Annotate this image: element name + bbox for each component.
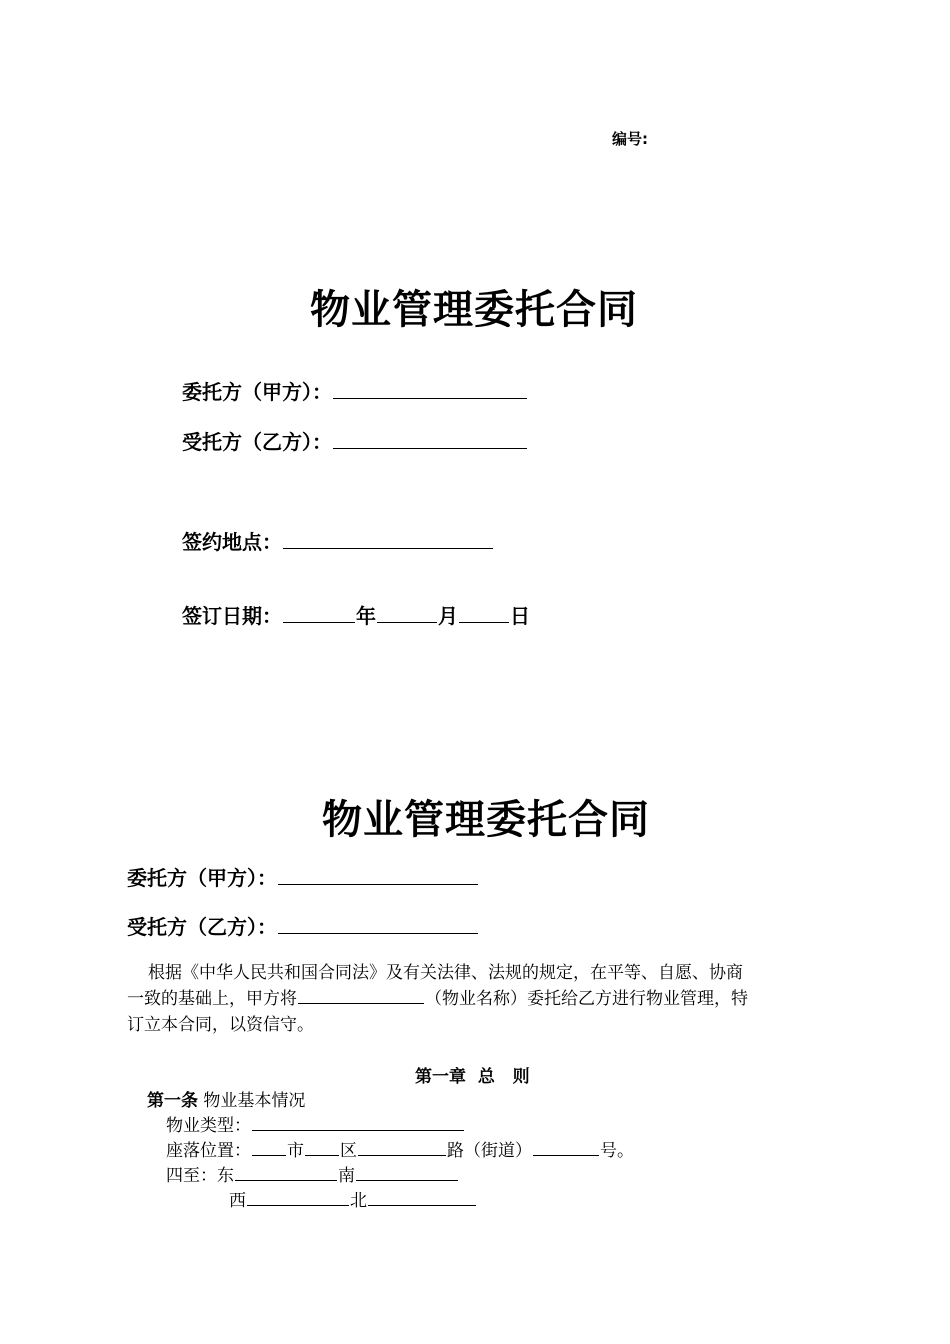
contract-party-a-row [127,862,479,891]
boundary-north-label: 北 [350,1191,367,1211]
boundary-west-label: 西 [229,1191,246,1211]
cover-date-month-blank[interactable] [377,602,437,623]
cover-party-b-blank[interactable] [333,428,527,449]
location-number-blank[interactable] [533,1138,599,1156]
preamble-line-1: 根据《中华人民共和国合同法》及有关法律、法规的规定，在平等、自愿、协商 [148,963,743,983]
property-type-label: 物业类型： [166,1116,251,1136]
cover-party-b-label: 受托方（乙方）： [182,430,332,454]
contract-party-b-row [127,911,479,940]
chapter-title: 第一章 总 则 [415,1067,530,1087]
boundary-east-blank[interactable] [235,1163,337,1181]
property-type-blank[interactable] [252,1113,464,1131]
contract-party-a-blank[interactable] [278,864,478,885]
document-number-label: 编号: [612,130,648,148]
contract-party-b-label: 受托方（乙方）： [127,915,277,939]
cover-title: 物业管理委托合同 [310,287,638,333]
location-district: 区 [340,1141,357,1161]
cover-party-a-label: 委托方（甲方）： [182,380,332,404]
location-road: 路（街道） [447,1141,532,1161]
preamble-line-2-end: （物业名称）委托给乙方进行物业管理，特 [425,989,748,1009]
boundary-east-label: 四至：东 [166,1166,234,1186]
cover-date-month: 月 [438,604,458,628]
cover-date-year: 年 [356,604,376,628]
location-label: 座落位置： [166,1141,251,1161]
contract-party-b-blank[interactable] [278,913,478,934]
cover-date-year-blank[interactable] [283,602,355,623]
cover-party-b-row [182,426,528,455]
location-city-blank[interactable] [252,1138,286,1156]
location-number: 号。 [600,1141,634,1161]
cover-place-blank[interactable] [283,528,493,549]
property-name-blank[interactable] [298,986,424,1004]
location-district-blank[interactable] [305,1138,339,1156]
article-1-title: 物业基本情况 [198,1091,306,1111]
boundary-south-blank[interactable] [356,1163,458,1181]
article-1-heading [147,1086,305,1111]
property-type-row [166,1111,465,1136]
location-city: 市 [287,1141,304,1161]
contract-title: 物业管理委托合同 [322,797,650,843]
boundary-row-2 [229,1186,477,1211]
boundary-south-label: 南 [338,1166,355,1186]
cover-party-a-blank[interactable] [333,378,527,399]
preamble-line-2 [127,986,748,1012]
cover-date-day-blank[interactable] [459,602,509,623]
cover-date-day: 日 [510,604,530,628]
location-road-blank[interactable] [358,1138,446,1156]
article-1-label: 第一条 [147,1091,198,1111]
location-row [166,1136,634,1161]
cover-place-row [182,526,494,555]
preamble-line-3: 订立本合同，以资信守。 [127,1015,314,1035]
boundary-row-1 [166,1161,459,1186]
preamble-line-2-start: 一致的基础上，甲方将 [127,989,297,1009]
contract-party-a-label: 委托方（甲方）： [127,866,277,890]
cover-date-row [182,600,530,629]
cover-place-label: 签约地点： [182,530,282,554]
cover-party-a-row [182,376,528,405]
cover-date-label: 签订日期： [182,604,282,628]
boundary-north-blank[interactable] [368,1188,476,1206]
boundary-west-blank[interactable] [247,1188,349,1206]
